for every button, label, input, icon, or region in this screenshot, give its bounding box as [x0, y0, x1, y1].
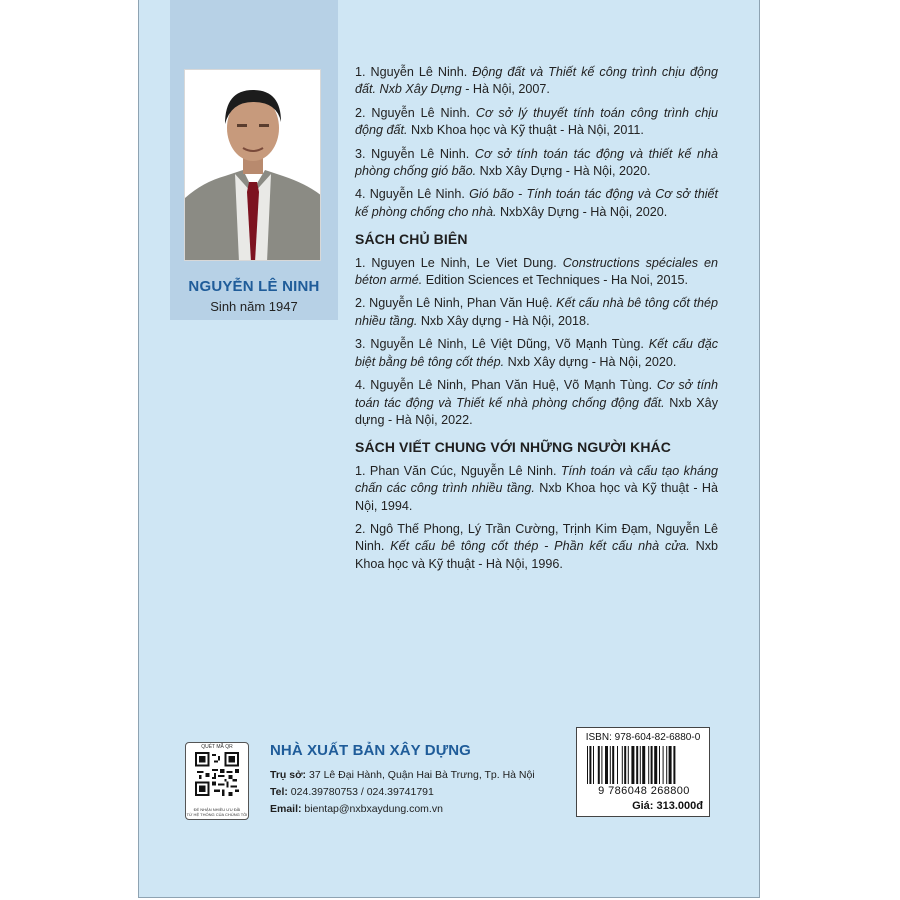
book-entry: 2. Ngô Thế Phong, Lý Trần Cường, Trịnh Kim Đạm, Nguyễn Lê Ninh. Kết cấu bê tông cốt thép - Phần kết cấu nhà cửa. Nxb Khoa học và Kỹ thuật - Hà Nội, 1996.: [355, 521, 718, 571]
ean-number: 9 786048 268800: [598, 785, 690, 797]
price-label: Giá: 313.000đ: [632, 800, 703, 812]
book-entry: 1. Nguyen Le Ninh, Le Viet Dung. Constructions spéciales en béton armé. Edition Sciences et Techniques - Ha Noi, 2015.: [355, 255, 718, 288]
author-photo: [184, 69, 321, 261]
bibliography: [355, 64, 718, 579]
qr-code-icon: [195, 752, 239, 796]
isbn-barcode: [576, 727, 710, 817]
section-heading-coauthored: SÁCH VIẾT CHUNG VỚI NHỮNG NGƯỜI KHÁC: [355, 439, 671, 456]
book-entry: 2. Nguyễn Lê Ninh, Phan Văn Huệ. Kết cấu nhà bê tông cốt thép nhiều tầng. Nxb Xây dựng - Hà Nội, 2018.: [355, 296, 719, 328]
publisher-email: Email: bientap@nxbxaydung.com.vn: [270, 803, 443, 815]
barcode-icon: [587, 746, 701, 786]
publisher-phone: Tel: 024.39780753 / 024.39741791: [270, 786, 434, 798]
book-entry: 1. Nguyễn Lê Ninh. Động đất và Thiết kế công trình chịu động đất. Nxb Xây Dựng - Hà Nội, 2007.: [355, 65, 718, 97]
book-entry: 1. Phan Văn Cúc, Nguyễn Lê Ninh. Tính toán và cấu tạo kháng chấn các công trình nhiều tầng. Nxb Khoa học và Kỹ thuật - Hà Nội, 1994.: [355, 463, 718, 513]
book-entry: 4. Nguyễn Lê Ninh, Phan Văn Huệ, Võ Mạnh Tùng. Cơ sở tính toán tác động và Thiết kế nhà phòng chống động đất. Nxb Xây dựng - Hà Nội, 2022.: [355, 378, 718, 427]
section-heading-edited: SÁCH CHỦ BIÊN: [355, 231, 468, 248]
author-name: NGUYỄN LÊ NINH: [188, 278, 320, 295]
book-entry: 3. Nguyễn Lê Ninh. Cơ sở tính toán tác động và thiết kế nhà phòng chống gió bão. Nxb Xây Dựng - Hà Nội, 2020.: [355, 146, 719, 179]
author-birth-year: Sinh năm 1947: [210, 299, 298, 314]
publisher-name: NHÀ XUẤT BẢN XÂY DỰNG: [270, 742, 471, 759]
isbn-label: ISBN: 978-604-82-6880-0: [585, 732, 701, 743]
qr-bottom-label: ĐỂ NHẬN NHIỀU ƯU ĐÃI TỪ HỆ THỐNG CỦA CHÚNG TÔI: [186, 807, 248, 817]
book-entry: 3. Nguyễn Lê Ninh, Lê Việt Dũng, Võ Mạnh Tùng. Kết cấu đặc biệt bằng bê tông cốt thép. Nxb Xây dựng - Hà Nội, 2020.: [355, 337, 718, 369]
book-entry: 2. Nguyễn Lê Ninh. Cơ sở lý thuyết tính toán công trình chịu động đất. Nxb Khoa học và Kỹ thuật - Hà Nội, 2011.: [355, 105, 719, 138]
publisher-info: [270, 742, 540, 818]
qr-top-label: QUÉT MÃ QR: [201, 744, 233, 750]
book-entry: 4. Nguyễn Lê Ninh. Gió bão - Tính toán tác động và Cơ sở thiết kế phòng chống cho nhà. NxbXây Dựng - Hà Nội, 2020.: [355, 187, 718, 219]
qr-code-panel[interactable]: [185, 742, 249, 820]
publisher-address: Trụ sở: 37 Lê Đại Hành, Quận Hai Bà Trưng, Tp. Hà Nội: [270, 769, 535, 781]
